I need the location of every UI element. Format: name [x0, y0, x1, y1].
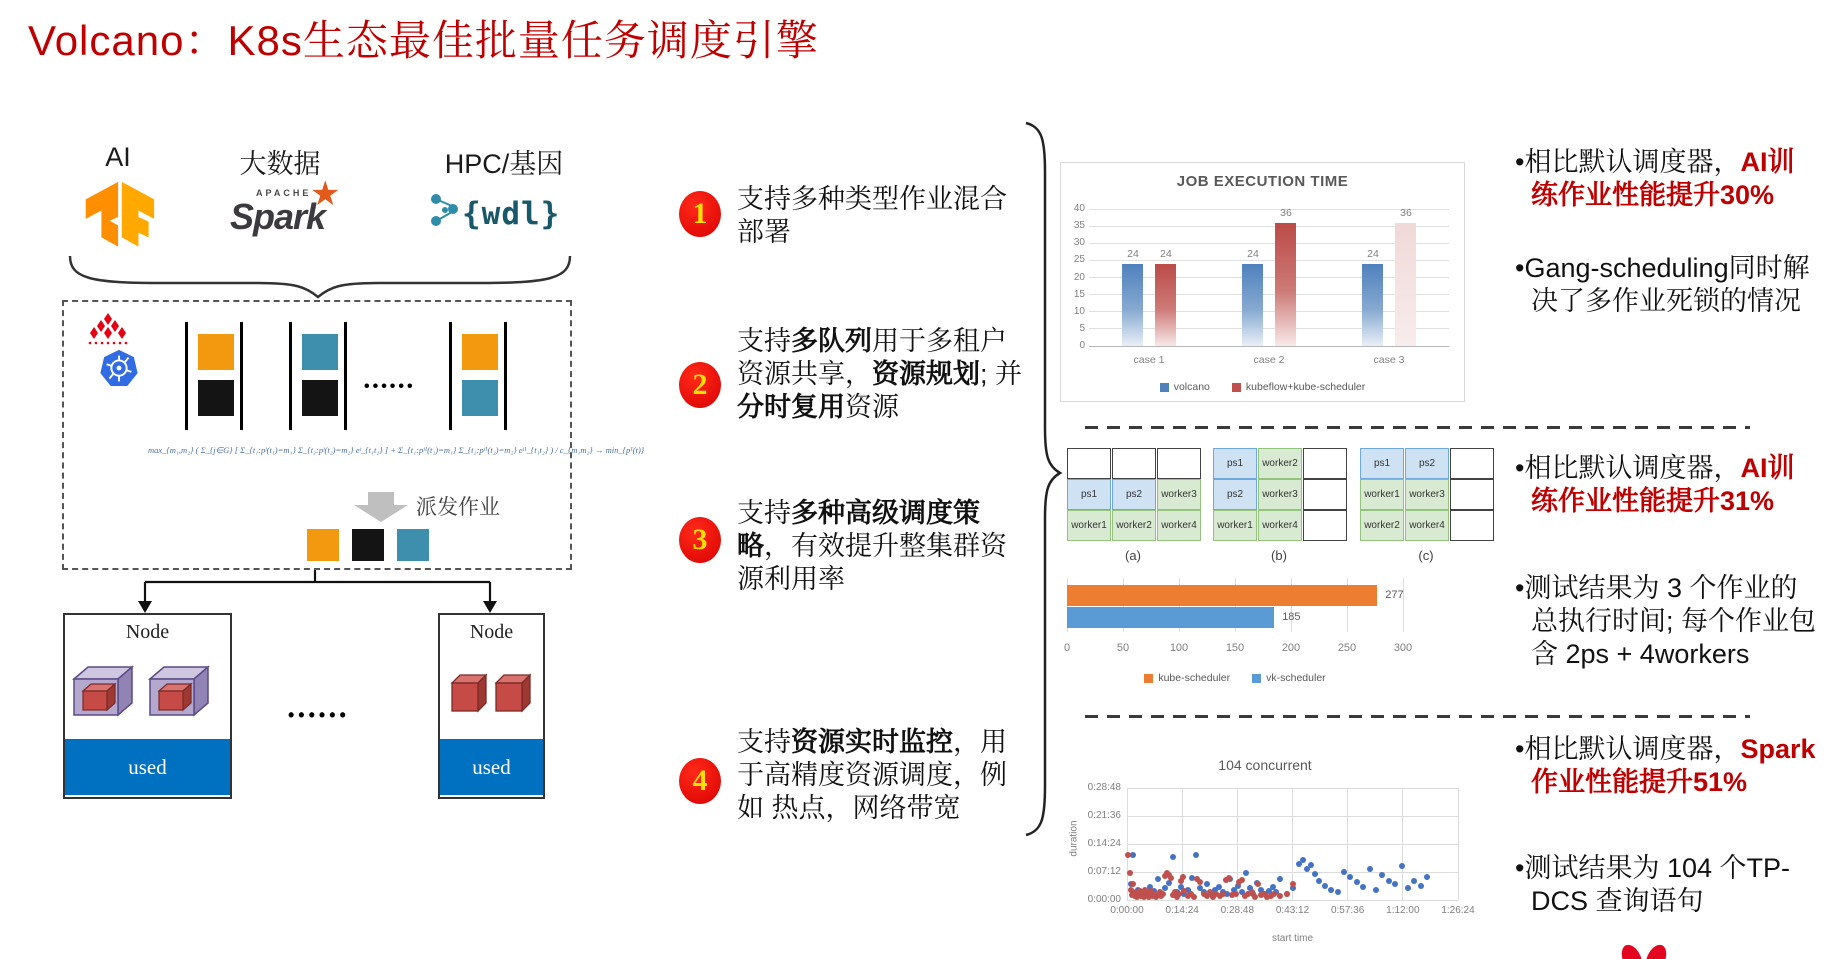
workload-label-ai: AI [105, 142, 131, 172]
x-tick-label: 1:26:24 [1441, 905, 1475, 916]
data-point-red [1233, 891, 1239, 897]
gridline [1458, 788, 1459, 900]
chart-title: 104 concurrent [1218, 757, 1312, 773]
point-number-2: 2 [679, 362, 721, 408]
x-tick-label: 150 [1225, 642, 1245, 654]
grid-cell: worker3 [1157, 479, 1201, 510]
point-text-3: 支持多种高级调度策略，有效提升整集群资源利用率 [737, 498, 1007, 594]
data-point-blue [1312, 871, 1318, 877]
grid-cell [1450, 479, 1494, 510]
node-label: Node [469, 621, 514, 643]
bar-value-label: 24 [1160, 247, 1172, 260]
data-point-blue [1300, 857, 1306, 863]
y-tick-label: 20 [1073, 271, 1085, 283]
legend-swatch [1252, 674, 1261, 683]
wdl-logo [428, 190, 578, 246]
queue-bar [344, 322, 347, 430]
queued-job-black [302, 380, 338, 416]
x-tick-label: 250 [1337, 642, 1357, 654]
x-tick-label: 50 [1116, 642, 1130, 654]
spark-star-icon: ★ [310, 175, 341, 213]
bullet-dot: • [1515, 573, 1525, 603]
scheduler-comparison-chart [1063, 578, 1467, 696]
tensorflow-icon [82, 180, 156, 254]
bullet-dot: • [1515, 734, 1525, 764]
queue-bar [240, 322, 243, 430]
grid-cell: ps1 [1360, 448, 1404, 479]
queued-job-teal [302, 334, 338, 370]
workload-label-bigdata: 大数据 [239, 149, 321, 179]
job-execution-time-chart [1060, 162, 1465, 402]
queue-bar [185, 322, 188, 430]
data-point-blue [1193, 852, 1199, 858]
data-point-red [1271, 891, 1277, 897]
x-tick-label: 0:14:24 [1165, 905, 1199, 916]
grid-cell: worker1 [1213, 510, 1257, 541]
data-point-blue [1399, 863, 1405, 869]
data-point-blue [1347, 874, 1353, 880]
bar-value-label: 24 [1367, 247, 1379, 260]
queued-job-orange [198, 334, 234, 370]
y-tick-label: 30 [1073, 237, 1085, 249]
legend-item: vk-scheduler [1252, 672, 1326, 684]
grid-cell: worker4 [1258, 510, 1302, 541]
grid-cell [1303, 479, 1347, 510]
dispatch-arrow-icon [368, 492, 394, 505]
wdl-wordmark: {wdl} [462, 196, 561, 232]
spark-apache-text: APACHE [256, 188, 312, 198]
chart-legend [1067, 672, 1403, 684]
chart-plot [1073, 203, 1449, 366]
data-point-blue [1316, 878, 1322, 884]
grid-cell: worker3 [1258, 479, 1302, 510]
x-tick-label: 100 [1169, 642, 1189, 654]
under-brace [70, 256, 570, 297]
chart-plot [1087, 782, 1475, 916]
y-tick-label: 0:14:24 [1087, 838, 1121, 849]
huawei-logo-partial-icon [1612, 941, 1676, 959]
data-point-blue [1367, 866, 1373, 872]
point-number-3: 3 [679, 517, 721, 563]
data-point-blue [1328, 887, 1334, 893]
dashed-separator [1085, 426, 1750, 429]
y-tick-label: 35 [1073, 220, 1085, 232]
grid-cell [1450, 510, 1494, 541]
data-point-blue [1335, 889, 1341, 895]
grid-cell [1450, 448, 1494, 479]
data-point-red [1220, 891, 1226, 897]
x-tick-label: 0:00:00 [1110, 905, 1144, 916]
grid-cell: ps2 [1405, 448, 1449, 479]
chart-legend [1061, 381, 1464, 393]
grid-cell: worker3 [1405, 479, 1449, 510]
grid-cell: worker4 [1405, 510, 1449, 541]
grid-cell: ps2 [1213, 479, 1257, 510]
chart-title: JOB EXECUTION TIME [1176, 173, 1349, 190]
bar-kubeflow+kube-scheduler-case-3 [1395, 223, 1416, 346]
bar-value-label: 36 [1400, 206, 1412, 219]
y-tick-label: 25 [1073, 254, 1085, 266]
grid-cell [1303, 448, 1347, 479]
grid-cell: worker1 [1067, 510, 1111, 541]
node-box-right [438, 613, 545, 799]
x-tick-label: 1:12:00 [1386, 905, 1420, 916]
point-text-1: 支持多种类型作业混合部署 [737, 184, 1007, 247]
grid-label: (a) [1125, 548, 1141, 563]
queued-job-black [198, 380, 234, 416]
y-tick-label: 0:28:48 [1087, 782, 1121, 793]
data-point-blue [1170, 854, 1176, 860]
used-capacity-bar: used [440, 739, 543, 795]
bar-value-label: 277 [1385, 589, 1404, 601]
grid-cell: ps1 [1213, 448, 1257, 479]
gridline [1347, 788, 1348, 900]
bullet-6: •测试结果为 104 个TP-DCS 查询语句 [1515, 853, 1790, 916]
x-category-label: case 1 [1133, 354, 1165, 366]
data-point-blue [1424, 874, 1430, 880]
grid-label: (b) [1271, 548, 1287, 563]
bullet-dot: • [1515, 253, 1525, 283]
grid-label: (c) [1418, 548, 1434, 563]
queue-bar [504, 322, 507, 430]
data-point-blue [1308, 862, 1314, 868]
point-number-4: 4 [679, 758, 721, 804]
bar-volcano-case-3 [1362, 264, 1383, 346]
grid-cell: worker1 [1360, 479, 1404, 510]
legend-item: kube-scheduler [1144, 672, 1230, 684]
y-axis-label: duration [1068, 820, 1080, 857]
gridline [1402, 788, 1403, 900]
queued-job-orange [462, 334, 498, 370]
node-box-left [63, 613, 232, 799]
data-point-blue [1379, 872, 1385, 878]
legend-swatch [1232, 383, 1241, 392]
legend-swatch [1160, 383, 1169, 392]
legend-item: volcano [1160, 381, 1210, 393]
y-tick-label: 40 [1073, 203, 1085, 214]
point-text-2: 支持多队列用于多租户资源共享，资源规划; 并分时复用资源 [737, 326, 1023, 422]
bar-value-label: 24 [1247, 247, 1259, 260]
x-tick-label: 0:28:48 [1220, 905, 1255, 916]
x-tick-label: 0:57:36 [1330, 905, 1365, 916]
grid-cell: ps1 [1067, 479, 1111, 510]
grid-cell [1067, 448, 1111, 479]
scheduling-formula: max_{m₁,m₂} ( Σ_{j∈G} [ Σ_{t₁:pʲ(t₁)=m₁} Σ_{t₂:pʲ(t₂)=m₂} eʲ_{t₁t₂} ] + Σ_{t₁:pʲ¹(t₁)=m₁} Σ_{t₂:pʲ¹(t₂)=m₂} eʲ¹_{t₁t₂} ) / c_{m₁m₂} → min_{p¹(t)} [148, 445, 645, 455]
dispatched-job-teal [397, 529, 429, 561]
data-point-red [1284, 891, 1290, 897]
page-title: Volcano：K8s生态最佳批量任务调度引擎 [28, 17, 819, 64]
y-tick-label: 0 [1079, 340, 1085, 351]
data-point-blue [1243, 870, 1249, 876]
data-point-blue [1166, 880, 1172, 886]
y-tick-label: 5 [1079, 322, 1085, 334]
grid-cell: ps2 [1112, 479, 1156, 510]
x-category-label: case 2 [1253, 354, 1285, 366]
data-point-blue [1373, 887, 1379, 893]
bullet-3: •相比默认调度器，AI训练作业性能提升31% [1515, 453, 1795, 516]
data-point-blue [1354, 879, 1360, 885]
x-tick-label: 200 [1281, 642, 1301, 654]
x-tick-label: 0 [1063, 642, 1071, 654]
data-point-red [1180, 874, 1186, 880]
data-point-blue [1204, 881, 1210, 887]
data-point-blue [1155, 876, 1161, 882]
bar-value-label: 185 [1282, 611, 1301, 623]
grid-cell: worker2 [1360, 510, 1404, 541]
queue-ellipsis: •••••• [364, 378, 416, 395]
grid-cell: worker2 [1258, 448, 1302, 479]
data-point-blue [1360, 884, 1366, 890]
bullet-dot: • [1515, 147, 1525, 177]
data-point-red [1127, 870, 1133, 876]
bullet-5: •相比默认调度器，Spark作业性能提升51% [1515, 734, 1816, 797]
dispatch-label: 派发作业 [416, 496, 500, 519]
bar-kubeflow+kube-scheduler-case-1 [1155, 264, 1176, 346]
huawei-logo-icon [86, 312, 130, 348]
data-point-blue [1405, 885, 1411, 891]
bullet-dot: • [1515, 853, 1525, 883]
grid-cell [1303, 510, 1347, 541]
bar-vk-scheduler [1067, 607, 1274, 628]
legend-item: kubeflow+kube-scheduler [1232, 381, 1365, 393]
node-ellipsis: •••••• [288, 705, 350, 725]
y-tick-label: 0:21:36 [1087, 810, 1121, 821]
dispatched-job-black [352, 529, 384, 561]
data-point-red [1239, 877, 1245, 883]
bar-volcano-case-2 [1242, 264, 1263, 346]
concurrent-scatter-chart [1060, 755, 1480, 959]
queue-bar [449, 322, 452, 430]
data-point-blue [1322, 883, 1328, 889]
data-point-blue [1418, 883, 1424, 889]
data-point-blue [1392, 881, 1398, 887]
wdl-molecule-icon [428, 190, 462, 230]
x-category-label: case 3 [1373, 354, 1405, 366]
data-point-red [1197, 879, 1203, 885]
dashed-separator [1085, 715, 1750, 718]
y-tick-label: 10 [1073, 305, 1085, 317]
grid-cell: worker4 [1157, 510, 1201, 541]
dispatched-job-orange [307, 529, 339, 561]
bar-kube-scheduler [1067, 585, 1377, 606]
data-point-red [1252, 894, 1258, 900]
data-point-blue [1411, 878, 1417, 884]
queue-bar [289, 322, 292, 430]
spark-logo [228, 175, 348, 250]
node-label: Node [125, 621, 170, 643]
y-tick-label: 15 [1073, 288, 1085, 300]
data-point-blue [1277, 876, 1283, 882]
used-capacity-bar: used [65, 739, 230, 795]
grid-cell [1157, 448, 1201, 479]
workload-label-hpc: HPC/基因 [444, 149, 564, 179]
data-point-red [1290, 881, 1296, 887]
bullet-2: •Gang-scheduling同时解决了多作业死锁的情况 [1515, 253, 1810, 316]
x-axis-label: start time [1271, 933, 1314, 944]
gridline [1403, 578, 1404, 632]
point-text-4: 支持资源实时监控，用于高精度资源调度，例如 热点，网络带宽 [737, 727, 1007, 823]
data-point-blue [1386, 878, 1392, 884]
grid-cell [1112, 448, 1156, 479]
bullet-dot: • [1515, 453, 1525, 483]
y-tick-label: 0:00:00 [1087, 894, 1121, 905]
pods-icon [448, 671, 536, 717]
data-point-red [1160, 891, 1166, 897]
queued-job-teal [462, 380, 498, 416]
bar-volcano-case-1 [1122, 264, 1143, 346]
scheduler-box [62, 300, 645, 570]
bar-kubeflow+kube-scheduler-case-2 [1275, 223, 1296, 346]
bar-value-label: 24 [1127, 247, 1139, 260]
spark-wordmark: Spark [230, 196, 326, 237]
point-number-1: 1 [679, 191, 721, 237]
pods-icon [70, 649, 224, 737]
bullet-1: •相比默认调度器，AI训练作业性能提升30% [1515, 147, 1795, 210]
bar-value-label: 36 [1280, 206, 1292, 219]
legend-swatch [1144, 674, 1153, 683]
grid-cell: worker2 [1112, 510, 1156, 541]
x-tick-label: 300 [1393, 642, 1413, 654]
y-tick-label: 0:07:12 [1087, 866, 1121, 877]
data-point-red [1168, 875, 1174, 881]
kubernetes-icon [98, 348, 140, 390]
x-tick-label: 0:43:12 [1275, 905, 1310, 916]
bullet-4: •测试结果为 3 个作业的总执行时间; 每个作业包含 2ps + 4workers [1515, 573, 1817, 669]
